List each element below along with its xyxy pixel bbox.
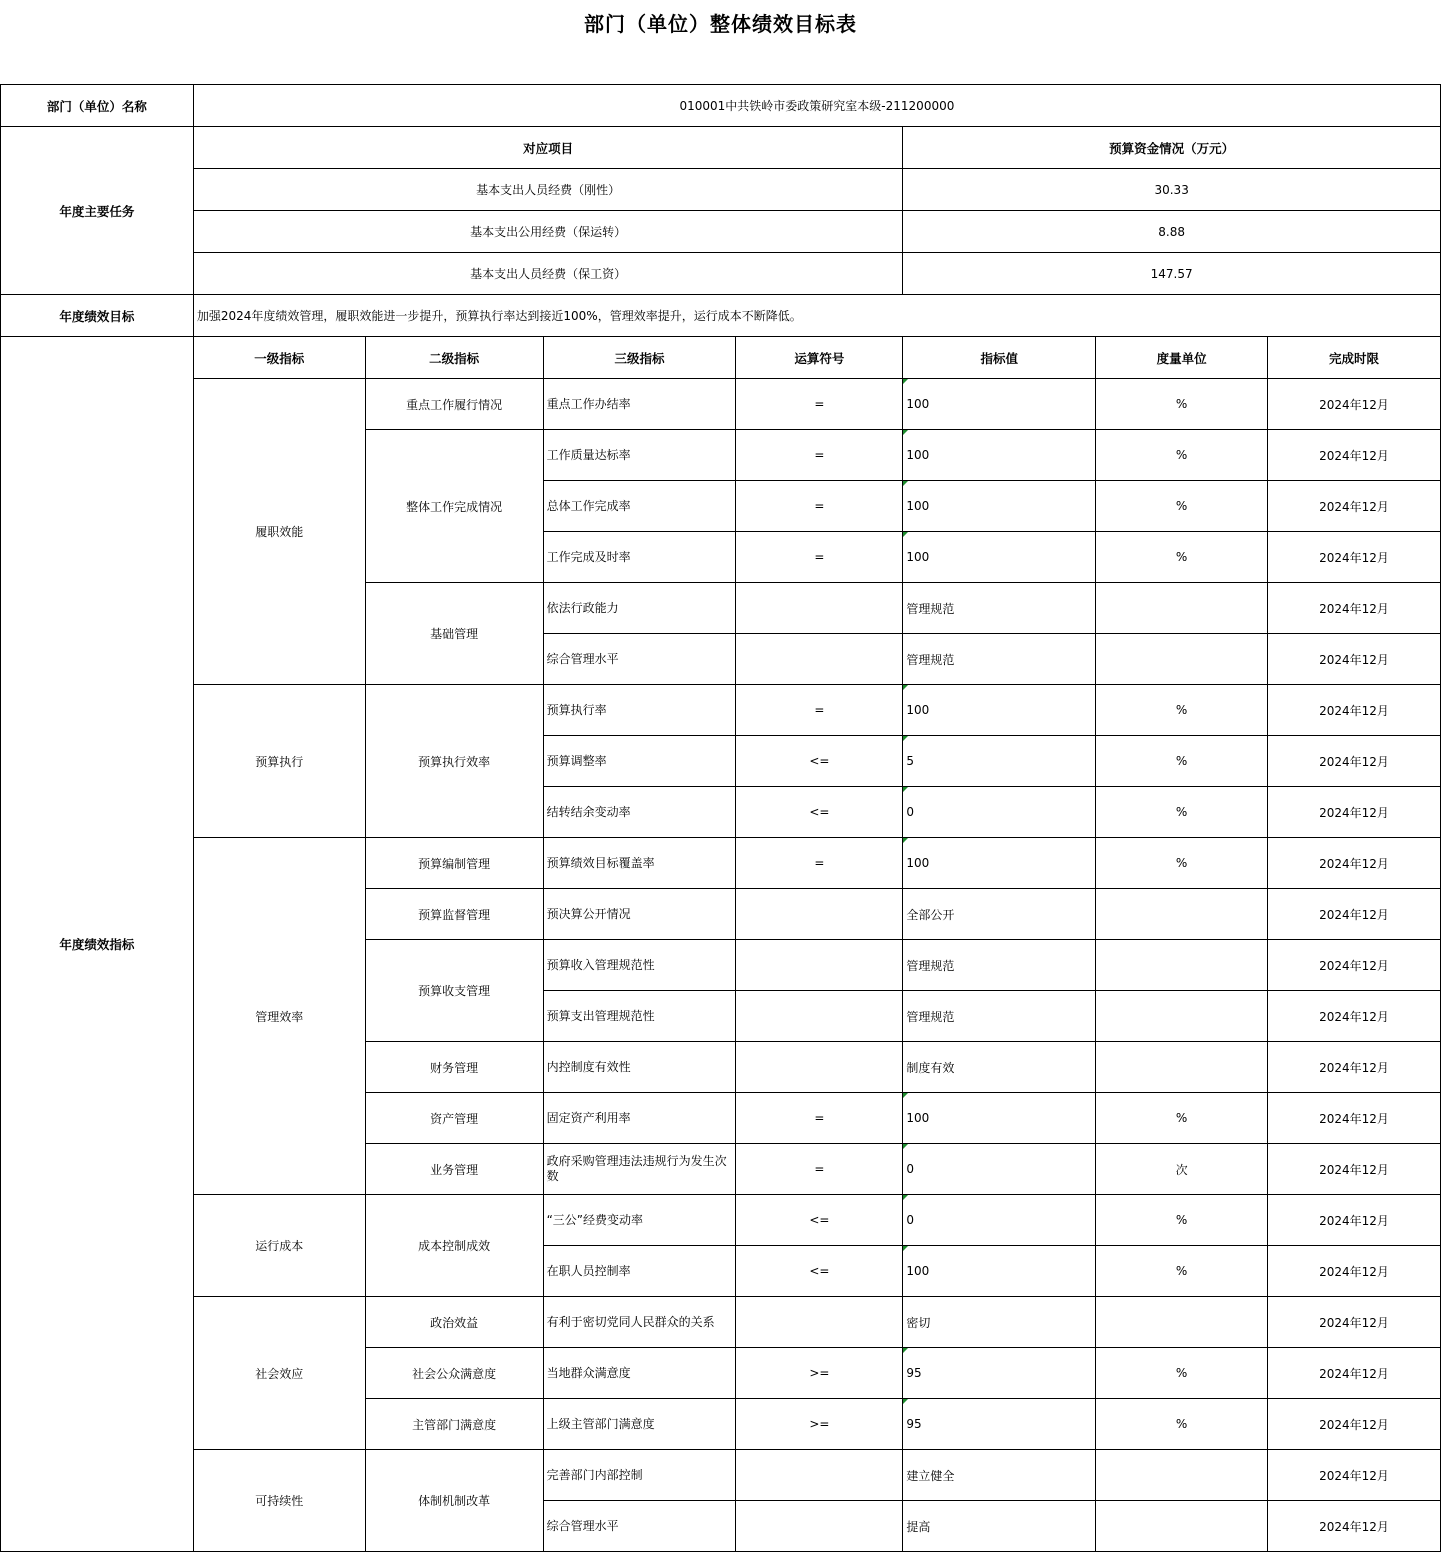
indicator-operator: <=: [736, 736, 903, 787]
indicator-operator: [736, 1501, 903, 1552]
indicator-value: 100: [903, 532, 1096, 583]
indicator-deadline: 2024年12月: [1268, 1297, 1441, 1348]
indicator-level3: 固定资产利用率: [543, 1093, 736, 1144]
indicator-operator: [736, 889, 903, 940]
indicator-level3: 有利于密切党同人民群众的关系: [543, 1297, 736, 1348]
indicator-value: 管理规范: [903, 634, 1096, 685]
indicator-unit: [1096, 1450, 1268, 1501]
indicator-operator: <=: [736, 1195, 903, 1246]
indicator-value: 0: [903, 1144, 1096, 1195]
indicator-deadline: 2024年12月: [1268, 430, 1441, 481]
indicator-deadline: 2024年12月: [1268, 1144, 1441, 1195]
indicator-level2: 成本控制成效: [365, 1195, 543, 1297]
indicator-level2: 财务管理: [365, 1042, 543, 1093]
indicator-value: 100: [903, 481, 1096, 532]
indicator-unit: %: [1096, 1399, 1268, 1450]
indicator-deadline: 2024年12月: [1268, 889, 1441, 940]
header-operator: 运算符号: [736, 337, 903, 379]
indicator-value: 5: [903, 736, 1096, 787]
indicator-value: 100: [903, 838, 1096, 889]
indicator-operator: =: [736, 1093, 903, 1144]
page-title: 部门（单位）整体绩效目标表: [584, 12, 857, 36]
indicator-deadline: 2024年12月: [1268, 1348, 1441, 1399]
header-deadline: 完成时限: [1268, 337, 1441, 379]
indicator-level3: 工作质量达标率: [543, 430, 736, 481]
indicator-level3: 上级主管部门满意度: [543, 1399, 736, 1450]
indicator-unit: %: [1096, 379, 1268, 430]
indicator-unit: %: [1096, 787, 1268, 838]
goal-label: 年度绩效目标: [1, 295, 194, 337]
header-level2: 二级指标: [365, 337, 543, 379]
indicator-level1: 预算执行: [193, 685, 365, 838]
indicator-level3: 预算支出管理规范性: [543, 991, 736, 1042]
indicator-unit: 次: [1096, 1144, 1268, 1195]
indicator-deadline: 2024年12月: [1268, 1399, 1441, 1450]
indicator-level1: 履职效能: [193, 379, 365, 685]
indicator-unit: %: [1096, 1195, 1268, 1246]
indicator-level3: 结转结余变动率: [543, 787, 736, 838]
indicator-level2: 基础管理: [365, 583, 543, 685]
indicator-level1: 运行成本: [193, 1195, 365, 1297]
indicator-value: 100: [903, 1093, 1096, 1144]
indicator-deadline: 2024年12月: [1268, 1501, 1441, 1552]
indicator-level2: 重点工作履行情况: [365, 379, 543, 430]
indicator-operator: [736, 583, 903, 634]
indicator-operator: =: [736, 379, 903, 430]
indicator-unit: %: [1096, 838, 1268, 889]
tasks-label: 年度主要任务: [1, 127, 194, 295]
indicator-value: 0: [903, 787, 1096, 838]
indicators-label: 年度绩效指标: [1, 337, 194, 1552]
indicator-value: 制度有效: [903, 1042, 1096, 1093]
indicator-operator: =: [736, 838, 903, 889]
indicator-unit: %: [1096, 1348, 1268, 1399]
indicator-value: 100: [903, 430, 1096, 481]
indicator-level3: 预决算公开情况: [543, 889, 736, 940]
indicator-operator: [736, 1450, 903, 1501]
indicator-value: 提高: [903, 1501, 1096, 1552]
indicator-level2: 整体工作完成情况: [365, 430, 543, 583]
indicator-level1: 可持续性: [193, 1450, 365, 1552]
indicator-value: 100: [903, 1246, 1096, 1297]
task-project: 基本支出人员经费（刚性）: [193, 169, 902, 211]
indicator-operator: [736, 940, 903, 991]
indicator-operator: =: [736, 430, 903, 481]
header-level1: 一级指标: [193, 337, 365, 379]
indicator-level2: 主管部门满意度: [365, 1399, 543, 1450]
indicator-level3: 预算绩效目标覆盖率: [543, 838, 736, 889]
indicator-unit: %: [1096, 430, 1268, 481]
indicator-unit: [1096, 991, 1268, 1042]
indicator-level3: 综合管理水平: [543, 634, 736, 685]
goal-text: 加强2024年度绩效管理，履职效能进一步提升，预算执行率达到接近100%，管理效率提升，运行成本不断降低。: [193, 295, 1440, 337]
indicator-level1: 管理效率: [193, 838, 365, 1195]
indicator-deadline: 2024年12月: [1268, 991, 1441, 1042]
indicator-level3: 工作完成及时率: [543, 532, 736, 583]
task-project: 基本支出人员经费（保工资）: [193, 253, 902, 295]
tasks-header-row: [1, 127, 1441, 169]
indicator-value: 100: [903, 379, 1096, 430]
indicator-level3: 在职人员控制率: [543, 1246, 736, 1297]
indicator-deadline: 2024年12月: [1268, 1246, 1441, 1297]
indicator-value: 密切: [903, 1297, 1096, 1348]
indicator-deadline: 2024年12月: [1268, 838, 1441, 889]
indicator-row: [1, 838, 1441, 889]
indicator-level2: 业务管理: [365, 1144, 543, 1195]
task-budget: 147.57: [903, 253, 1441, 295]
indicator-operator: <=: [736, 787, 903, 838]
indicator-operator: [736, 1042, 903, 1093]
performance-table: [0, 84, 1441, 1552]
dept-row: [1, 85, 1441, 127]
indicator-level3: 依法行政能力: [543, 583, 736, 634]
indicator-value: 管理规范: [903, 940, 1096, 991]
indicator-operator: =: [736, 532, 903, 583]
indicator-deadline: 2024年12月: [1268, 685, 1441, 736]
indicator-value: 100: [903, 685, 1096, 736]
indicator-value: 管理规范: [903, 991, 1096, 1042]
indicator-deadline: 2024年12月: [1268, 379, 1441, 430]
indicator-operator: >=: [736, 1399, 903, 1450]
indicator-unit: %: [1096, 685, 1268, 736]
indicator-level3: 预算执行率: [543, 685, 736, 736]
indicator-unit: [1096, 940, 1268, 991]
task-project: 基本支出公用经费（保运转）: [193, 211, 902, 253]
indicator-level3: 重点工作办结率: [543, 379, 736, 430]
indicator-deadline: 2024年12月: [1268, 1195, 1441, 1246]
indicator-unit: %: [1096, 532, 1268, 583]
indicator-unit: [1096, 1501, 1268, 1552]
indicator-operator: >=: [736, 1348, 903, 1399]
indicators-header-row: [1, 337, 1441, 379]
indicator-deadline: 2024年12月: [1268, 1093, 1441, 1144]
indicator-deadline: 2024年12月: [1268, 583, 1441, 634]
indicator-operator: [736, 634, 903, 685]
task-budget: 30.33: [903, 169, 1441, 211]
indicator-level2: 体制机制改革: [365, 1450, 543, 1552]
indicator-deadline: 2024年12月: [1268, 1042, 1441, 1093]
indicator-level3: 预算调整率: [543, 736, 736, 787]
indicator-level3: 总体工作完成率: [543, 481, 736, 532]
indicator-unit: %: [1096, 736, 1268, 787]
indicator-level2: 资产管理: [365, 1093, 543, 1144]
indicator-value: 全部公开: [903, 889, 1096, 940]
tasks-header-budget: 预算资金情况（万元）: [903, 127, 1441, 169]
indicator-deadline: 2024年12月: [1268, 481, 1441, 532]
task-row: [1, 169, 1441, 211]
indicator-level1: 社会效应: [193, 1297, 365, 1450]
indicator-value: 95: [903, 1348, 1096, 1399]
indicator-value: 建立健全: [903, 1450, 1096, 1501]
indicator-operator: =: [736, 1144, 903, 1195]
indicator-row: [1, 1297, 1441, 1348]
indicator-deadline: 2024年12月: [1268, 1450, 1441, 1501]
indicator-unit: %: [1096, 1246, 1268, 1297]
indicator-deadline: 2024年12月: [1268, 634, 1441, 685]
indicator-level2: 预算编制管理: [365, 838, 543, 889]
indicator-level2: 预算收支管理: [365, 940, 543, 1042]
indicator-operator: [736, 991, 903, 1042]
indicator-row: [1, 685, 1441, 736]
dept-label: 部门（单位）名称: [1, 85, 194, 127]
task-budget: 8.88: [903, 211, 1441, 253]
indicator-value: 管理规范: [903, 583, 1096, 634]
indicator-level2: 社会公众满意度: [365, 1348, 543, 1399]
indicator-row: [1, 1195, 1441, 1246]
indicator-level2: 预算执行效率: [365, 685, 543, 838]
indicator-unit: [1096, 583, 1268, 634]
indicator-deadline: 2024年12月: [1268, 940, 1441, 991]
indicator-row: [1, 379, 1441, 430]
indicator-operator: =: [736, 481, 903, 532]
indicator-level2: 预算监督管理: [365, 889, 543, 940]
indicator-unit: [1096, 889, 1268, 940]
indicator-level3: 当地群众满意度: [543, 1348, 736, 1399]
indicator-level3: “三公”经费变动率: [543, 1195, 736, 1246]
indicator-level3: 政府采购管理违法违规行为发生次数: [543, 1144, 736, 1195]
indicator-row: [1, 1450, 1441, 1501]
indicator-deadline: 2024年12月: [1268, 532, 1441, 583]
task-row: [1, 211, 1441, 253]
indicator-deadline: 2024年12月: [1268, 787, 1441, 838]
indicator-level3: 内控制度有效性: [543, 1042, 736, 1093]
task-row: [1, 253, 1441, 295]
indicator-unit: [1096, 1297, 1268, 1348]
indicator-level3: 预算收入管理规范性: [543, 940, 736, 991]
dept-value: 010001中共铁岭市委政策研究室本级-211200000: [193, 85, 1440, 127]
indicator-unit: [1096, 634, 1268, 685]
indicator-value: 95: [903, 1399, 1096, 1450]
indicator-operator: <=: [736, 1246, 903, 1297]
header-unit: 度量单位: [1096, 337, 1268, 379]
tasks-header-project: 对应项目: [193, 127, 902, 169]
indicator-level3: 完善部门内部控制: [543, 1450, 736, 1501]
indicator-level3: 综合管理水平: [543, 1501, 736, 1552]
indicator-operator: =: [736, 685, 903, 736]
indicator-unit: %: [1096, 1093, 1268, 1144]
indicator-unit: %: [1096, 481, 1268, 532]
indicator-value: 0: [903, 1195, 1096, 1246]
indicator-operator: [736, 1297, 903, 1348]
header-value: 指标值: [903, 337, 1096, 379]
indicator-level2: 政治效益: [365, 1297, 543, 1348]
goal-row: [1, 295, 1441, 337]
indicator-unit: [1096, 1042, 1268, 1093]
indicator-deadline: 2024年12月: [1268, 736, 1441, 787]
header-level3: 三级指标: [543, 337, 736, 379]
